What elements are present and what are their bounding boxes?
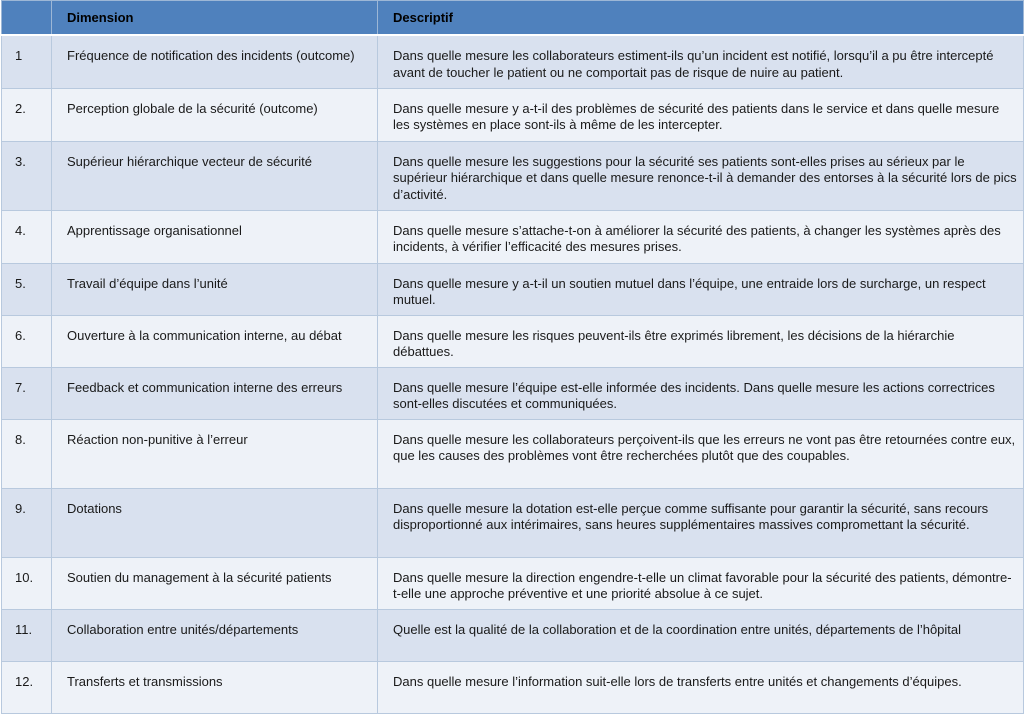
- table-row: [2, 367, 1024, 419]
- row-descriptif: Dans quelle mesure les collaborateurs estiment-ils qu’un incident est notifié, lorsqu’il a pu être intercepté avant de toucher le patient ou ne comportait pas de risque de nuire au patient.: [378, 35, 1024, 88]
- table-row: [2, 263, 1024, 315]
- table-row: [2, 210, 1024, 263]
- header-dimension: Dimension: [52, 1, 378, 36]
- row-number: 9.: [2, 488, 52, 557]
- table-row: [2, 88, 1024, 141]
- row-dimension: Perception globale de la sécurité (outcome): [52, 88, 378, 141]
- row-descriptif: Quelle est la qualité de la collaboration et de la coordination entre unités, départements de l’hôpital: [378, 609, 1024, 661]
- table-row: [2, 609, 1024, 661]
- row-descriptif: Dans quelle mesure les collaborateurs perçoivent-ils que les erreurs ne vont pas être retournées contre eux, que les causes des problèmes vont être recherchées plutôt que des coupables.: [378, 419, 1024, 488]
- row-number: 1: [2, 35, 52, 88]
- table-row: [2, 557, 1024, 609]
- row-number: 6.: [2, 315, 52, 367]
- dimensions-table-container: [1, 0, 1023, 714]
- row-descriptif: Dans quelle mesure l’équipe est-elle informée des incidents. Dans quelle mesure les actions correctrices sont-elles discutées et communiquées.: [378, 367, 1024, 419]
- row-descriptif: Dans quelle mesure les suggestions pour la sécurité ses patients sont-elles prises au sérieux par le supérieur hiérarchique et dans quelle mesure renonce-t-il à demander des entorses à la sécurité lors de pics d’activité.: [378, 141, 1024, 210]
- row-number: 5.: [2, 263, 52, 315]
- table-row: [2, 661, 1024, 713]
- row-dimension: Réaction non-punitive à l’erreur: [52, 419, 378, 488]
- row-number: 4.: [2, 210, 52, 263]
- row-dimension: Transferts et transmissions: [52, 661, 378, 713]
- row-descriptif: Dans quelle mesure les risques peuvent-ils être exprimés librement, les décisions de la hiérarchie débattues.: [378, 315, 1024, 367]
- table-row: [2, 141, 1024, 210]
- row-descriptif: Dans quelle mesure s’attache-t-on à améliorer la sécurité des patients, à changer les systèmes après des incidents, à vérifier l’efficacité des mesures prises.: [378, 210, 1024, 263]
- row-dimension: Fréquence de notification des incidents (outcome): [52, 35, 378, 88]
- row-number: 3.: [2, 141, 52, 210]
- row-dimension: Ouverture à la communication interne, au débat: [52, 315, 378, 367]
- row-number: 10.: [2, 557, 52, 609]
- row-number: 12.: [2, 661, 52, 713]
- dimensions-table: [1, 0, 1024, 714]
- row-descriptif: Dans quelle mesure la dotation est-elle perçue comme suffisante pour garantir la sécurité, sans recours disproportionné aux intérimaires, sans heures supplémentaires massives compromettant la sécurité.: [378, 488, 1024, 557]
- table-row: [2, 488, 1024, 557]
- row-descriptif: Dans quelle mesure l’information suit-elle lors de transferts entre unités et changements d’équipes.: [378, 661, 1024, 713]
- row-descriptif: Dans quelle mesure la direction engendre-t-elle un climat favorable pour la sécurité des patients, démontre-t-elle une approche préventive et une priorité absolue à ce sujet.: [378, 557, 1024, 609]
- row-dimension: Dotations: [52, 488, 378, 557]
- row-dimension: Collaboration entre unités/départements: [52, 609, 378, 661]
- row-number: 7.: [2, 367, 52, 419]
- row-dimension: Apprentissage organisationnel: [52, 210, 378, 263]
- row-descriptif: Dans quelle mesure y a-t-il un soutien mutuel dans l’équipe, une entraide lors de surcharge, un respect mutuel.: [378, 263, 1024, 315]
- row-dimension: Soutien du management à la sécurité patients: [52, 557, 378, 609]
- row-dimension: Feedback et communication interne des erreurs: [52, 367, 378, 419]
- header-number: [2, 1, 52, 36]
- row-number: 11.: [2, 609, 52, 661]
- row-dimension: Supérieur hiérarchique vecteur de sécurité: [52, 141, 378, 210]
- table-row: [2, 315, 1024, 367]
- table-header-row: [2, 1, 1024, 36]
- header-descriptif: Descriptif: [378, 1, 1024, 36]
- row-dimension: Travail d’équipe dans l’unité: [52, 263, 378, 315]
- row-number: 8.: [2, 419, 52, 488]
- row-number: 2.: [2, 88, 52, 141]
- table-row: [2, 419, 1024, 488]
- row-descriptif: Dans quelle mesure y a-t-il des problèmes de sécurité des patients dans le service et dans quelle mesure les systèmes en place sont-ils à même de les intercepter.: [378, 88, 1024, 141]
- table-row: [2, 35, 1024, 88]
